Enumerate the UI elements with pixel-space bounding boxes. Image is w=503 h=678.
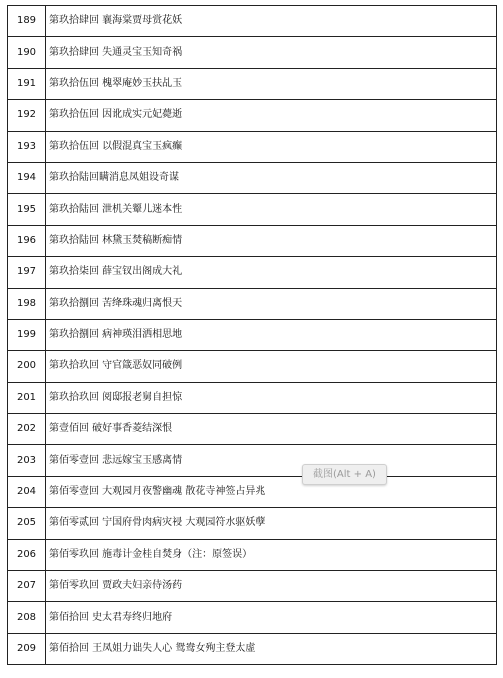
table-row	[8, 37, 497, 68]
chapter-number: 196	[8, 225, 46, 256]
table-row	[8, 602, 497, 633]
chapter-number: 190	[8, 37, 46, 68]
table-row	[8, 319, 497, 350]
chapter-table	[7, 5, 497, 665]
table-row	[8, 194, 497, 225]
chapter-title: 第玖拾肆回 失通灵宝玉知奇祸	[46, 37, 497, 68]
chapter-number: 189	[8, 6, 46, 37]
chapter-title: 第玖拾柒回 薛宝钗出阁成大礼	[46, 257, 497, 288]
table-row	[8, 633, 497, 664]
chapter-number: 195	[8, 194, 46, 225]
chapter-title: 第玖拾肆回 襄海棠贾母赏花妖	[46, 6, 497, 37]
chapter-number: 202	[8, 414, 46, 445]
chapter-title: 第玖拾陆回 泄机关颦儿迷本性	[46, 194, 497, 225]
chapter-number: 201	[8, 382, 46, 413]
table-row	[8, 508, 497, 539]
table-row	[8, 382, 497, 413]
chapter-title: 第佰零玖回 施毒计金桂自焚身（注：原签误）	[46, 539, 497, 570]
table-row	[8, 68, 497, 99]
chapter-number: 191	[8, 68, 46, 99]
chapter-title: 第玖拾玖回 守官箴恶奴同破例	[46, 351, 497, 382]
table-row	[8, 288, 497, 319]
table-row	[8, 225, 497, 256]
chapter-number: 204	[8, 476, 46, 507]
chapter-title: 第玖拾陆回瞒消息凤姐设奇谋	[46, 162, 497, 193]
chapter-number: 199	[8, 319, 46, 350]
table-row	[8, 571, 497, 602]
chapter-title: 第佰零玖回 贾政夫妇亲侍汤药	[46, 571, 497, 602]
chapter-number: 197	[8, 257, 46, 288]
chapter-title: 第玖拾捌回 病神瑛泪洒相思地	[46, 319, 497, 350]
chapter-title: 第玖拾陆回 林黛玉焚稿断痴情	[46, 225, 497, 256]
table-row	[8, 445, 497, 476]
table-row	[8, 539, 497, 570]
table-row	[8, 131, 497, 162]
screenshot-tooltip: 截图(Alt + A)	[302, 464, 387, 485]
table-row	[8, 257, 497, 288]
chapter-title: 第佰零贰回 宁国府骨肉病灾祲 大观园符水驱妖孽	[46, 508, 497, 539]
chapter-number: 207	[8, 571, 46, 602]
chapter-number: 208	[8, 602, 46, 633]
chapter-number: 205	[8, 508, 46, 539]
table-row	[8, 6, 497, 37]
chapter-title: 第佰零壹回 悲远嫁宝玉感离情	[46, 445, 497, 476]
chapter-title: 第玖拾伍回 以假混真宝玉疯癫	[46, 131, 497, 162]
chapter-title: 第玖拾捌回 苦绛珠魂归离恨天	[46, 288, 497, 319]
chapter-number: 200	[8, 351, 46, 382]
table-row	[8, 414, 497, 445]
chapter-title: 第玖拾玖回 阅邸报老舅自担惊	[46, 382, 497, 413]
chapter-title: 第佰拾回 王凤姐力诎失人心 鸳鸯女殉主登太虚	[46, 633, 497, 664]
chapter-number: 209	[8, 633, 46, 664]
chapter-title: 第玖拾伍回 因讹成实元妃薨逝	[46, 100, 497, 131]
chapter-number: 192	[8, 100, 46, 131]
chapter-number: 198	[8, 288, 46, 319]
chapter-number: 206	[8, 539, 46, 570]
chapter-table-body	[8, 6, 497, 665]
chapter-number: 203	[8, 445, 46, 476]
chapter-title: 第玖拾伍回 槐翠庵妙玉扶乩玉	[46, 68, 497, 99]
table-row	[8, 100, 497, 131]
chapter-number: 194	[8, 162, 46, 193]
chapter-title: 第壹佰回 破好事香菱结深恨	[46, 414, 497, 445]
table-row	[8, 351, 497, 382]
table-row	[8, 162, 497, 193]
chapter-title: 第佰零壹回 大观园月夜警幽魂 散花寺神签占异兆	[46, 476, 497, 507]
table-row	[8, 476, 497, 507]
chapter-title: 第佰拾回 史太君寿终归地府	[46, 602, 497, 633]
chapter-number: 193	[8, 131, 46, 162]
